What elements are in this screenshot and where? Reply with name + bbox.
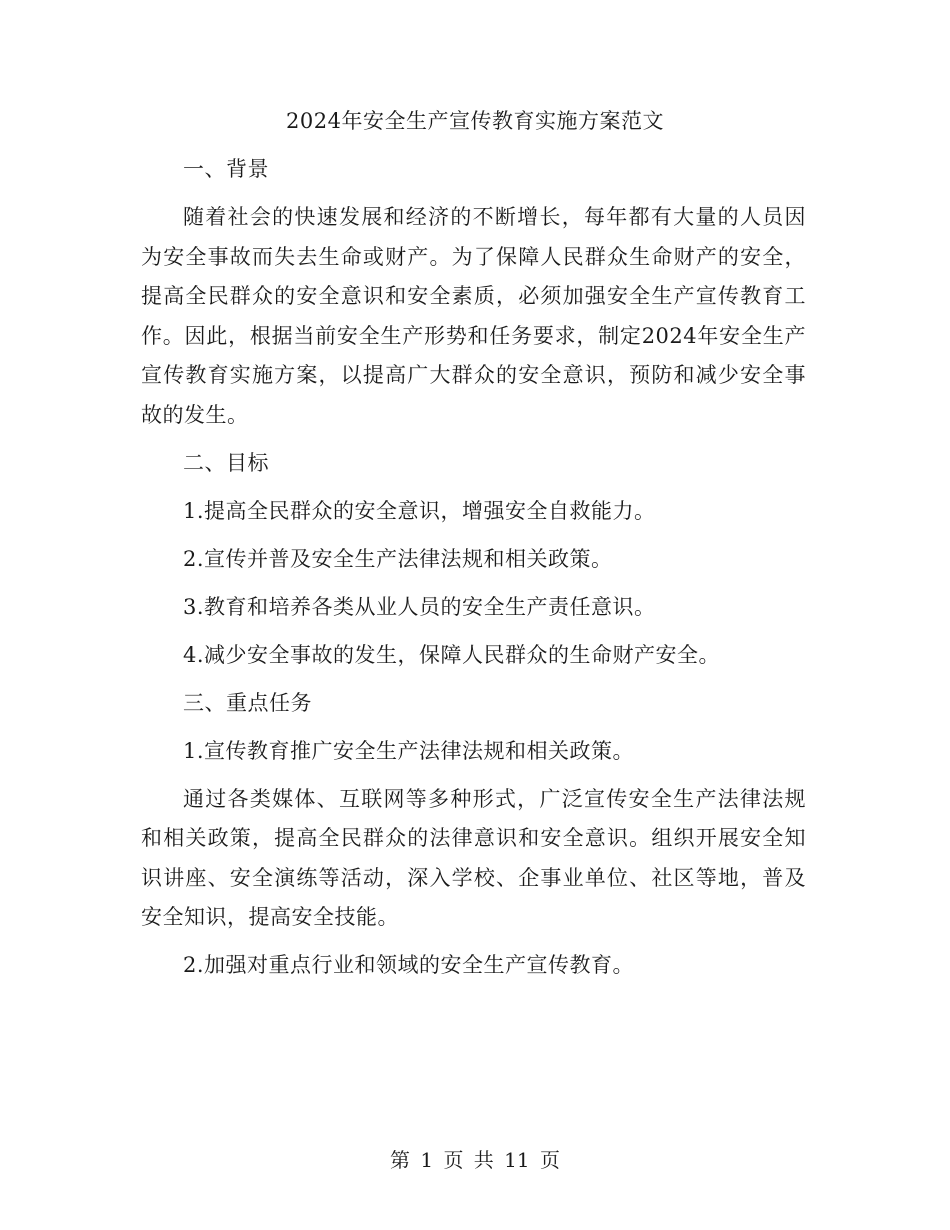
task-title: 2.加强对重点行业和领域的安全生产宣传教育。 [183, 953, 635, 977]
task-title: 1.宣传教育推广安全生产法律法规和相关政策。 [183, 738, 635, 763]
goal-item: 4.减少安全事故的发生，保障人民群众的生命财产安全。 [183, 642, 721, 667]
section-heading-goals: 二、目标 [183, 450, 269, 475]
goal-item: 2.宣传并普及安全生产法律法规和相关政策。 [183, 546, 613, 571]
background-paragraph: 随着社会的快速发展和经济的不断增长，每年都有大量的人员因为安全事故而失去生命或财产。为了保障人民群众生命财产的安全，提高全民群众的安全意识和安全素质，必须加强安全生产宣传教育工作。因此，根据当前安全生产形势和任务要求，制定2024年安全生产宣传教育实施方案，以提高广大群众的安全意识，预防和减少安全事故的发生。 [141, 205, 806, 427]
document-title: 2024年安全生产宣传教育实施方案范文 [286, 109, 664, 133]
task-paragraph: 通过各类媒体、互联网等多种形式，广泛宣传安全生产法律法规和相关政策，提高全民群众的法律意识和安全意识。组织开展安全知识讲座、安全演练等活动，深入学校、企事业单位、社区等地，普及安全知识，提高安全技能。 [141, 786, 806, 929]
goal-item: 1.提高全民群众的安全意识，增强安全自救能力。 [183, 498, 656, 523]
document-body [141, 150, 806, 994]
page-footer: 第 1 页 共 11 页 [390, 1148, 560, 1172]
goal-item: 3.教育和培养各类从业人员的安全生产责任意识。 [183, 594, 656, 619]
section-heading-tasks: 三、重点任务 [183, 690, 312, 715]
section-heading-background: 一、背景 [183, 157, 269, 181]
